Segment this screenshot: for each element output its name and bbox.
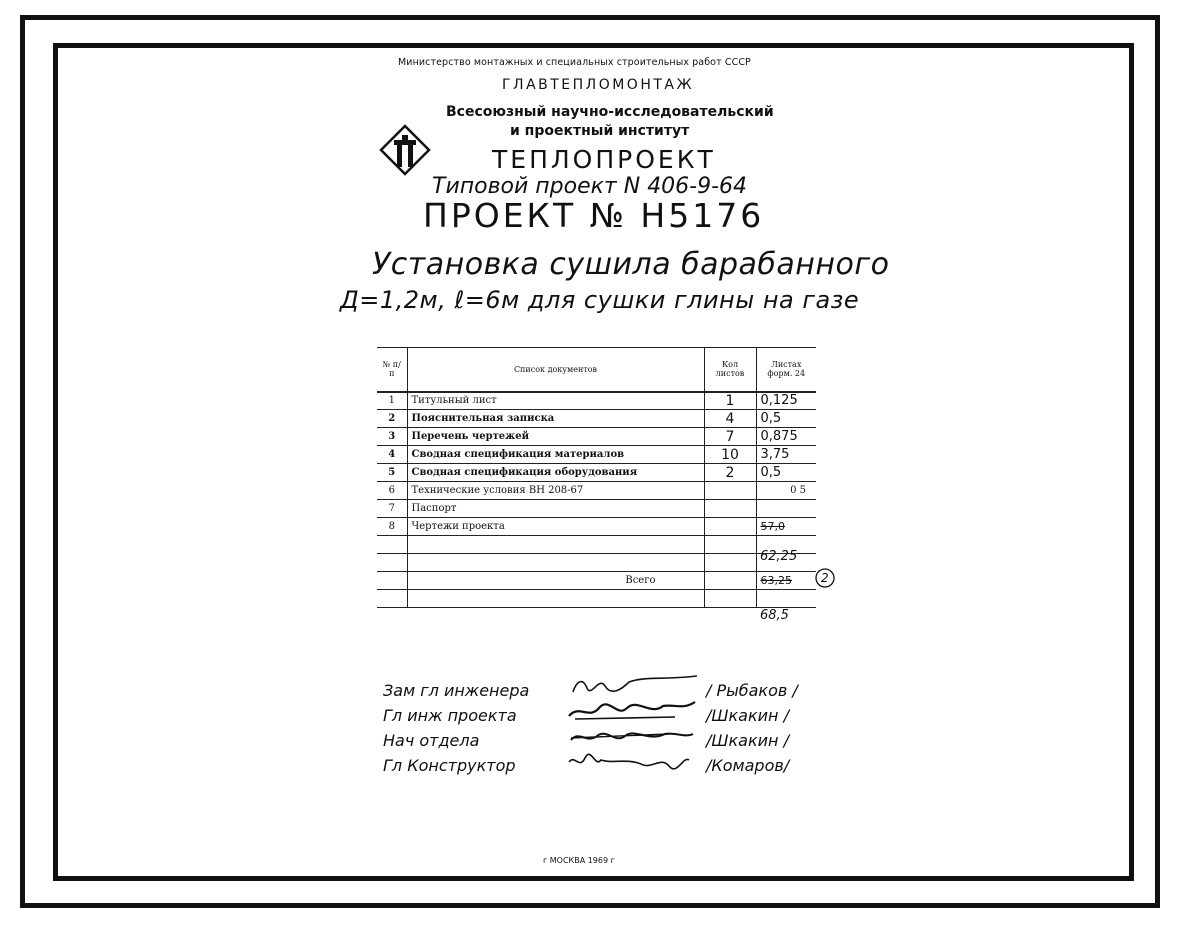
document-title-line-2: Д=1,2м, ℓ=6м для сушки глины на газе: [340, 286, 860, 314]
table-row: 7 Паспорт: [377, 500, 816, 518]
signature-scrawl-icon: [565, 750, 705, 774]
institute-line-1: Всесоюзный научно-исследовательский: [446, 104, 774, 120]
table-row: 2 Пояснительная записка 4 0,5: [377, 410, 816, 428]
ministry-line: Министерство монтажных и специальных строительных работ СССР: [398, 57, 751, 68]
signature-scrawl-icon: [565, 724, 705, 748]
table-header-row: [377, 348, 816, 392]
signature-scrawl-icon: [565, 672, 705, 696]
table-blank-row: [377, 590, 816, 608]
total-label: Всего: [407, 572, 704, 590]
project-number: ПРОЕКТ № Н5176: [423, 196, 765, 235]
signature-name: /Шкакин /: [706, 731, 789, 750]
row8-format-struck: 57,0: [756, 518, 816, 536]
table-blank-row: [377, 536, 816, 554]
signature-role: Зам гл инженера: [383, 681, 530, 700]
typical-project: Типовой проект N 406-9-64: [432, 174, 748, 199]
table-row: 5 Сводная спецификация оборудования 2 0,5: [377, 464, 816, 482]
revision-mark: 2: [812, 565, 838, 591]
documents-table: [377, 347, 816, 608]
table-blank-row: [377, 554, 816, 572]
signature-name: /Шкакин /: [706, 706, 789, 725]
header-qty: Кол листов: [704, 348, 756, 392]
total-old: 63,25: [756, 572, 816, 590]
signature-role: Нач отдела: [383, 731, 480, 750]
header-format: Листах форм. 24: [756, 348, 816, 392]
row8-correction: 62,25: [760, 549, 798, 564]
table-row: 8 Чертежи проекта 57,0: [377, 518, 816, 536]
total-new: 68,5: [760, 608, 789, 623]
signature-role: Гл Конструктор: [383, 756, 516, 775]
glavk-line: ГЛАВТЕПЛОМОНТАЖ: [502, 77, 695, 93]
signature-role: Гл инж проекта: [383, 706, 517, 725]
table-row: 3 Перечень чертежей 7 0,875: [377, 428, 816, 446]
signature-scrawl-icon: [565, 698, 705, 722]
city-year: г МОСКВА 1969 г: [543, 856, 615, 865]
signature-name: / Рыбаков /: [706, 681, 798, 700]
header-num: № п/п: [377, 348, 407, 392]
table-row: 6 Технические условия ВН 208-67 0 5: [377, 482, 816, 500]
table-total-row: [377, 572, 816, 590]
table-row: 1 Титульный лист 1 0,125: [377, 392, 816, 410]
header-name: Список документов: [407, 348, 704, 392]
institute-logo-icon: [377, 122, 433, 178]
table-row: 4 Сводная спецификация материалов 10 3,75: [377, 446, 816, 464]
document-title-line-1: Установка сушила барабанного: [372, 247, 890, 282]
institute-name: ТЕПЛОПРОЕКТ: [492, 145, 716, 174]
signature-name: /Комаров/: [706, 756, 790, 775]
institute-line-2: и проектный институт: [510, 123, 690, 139]
